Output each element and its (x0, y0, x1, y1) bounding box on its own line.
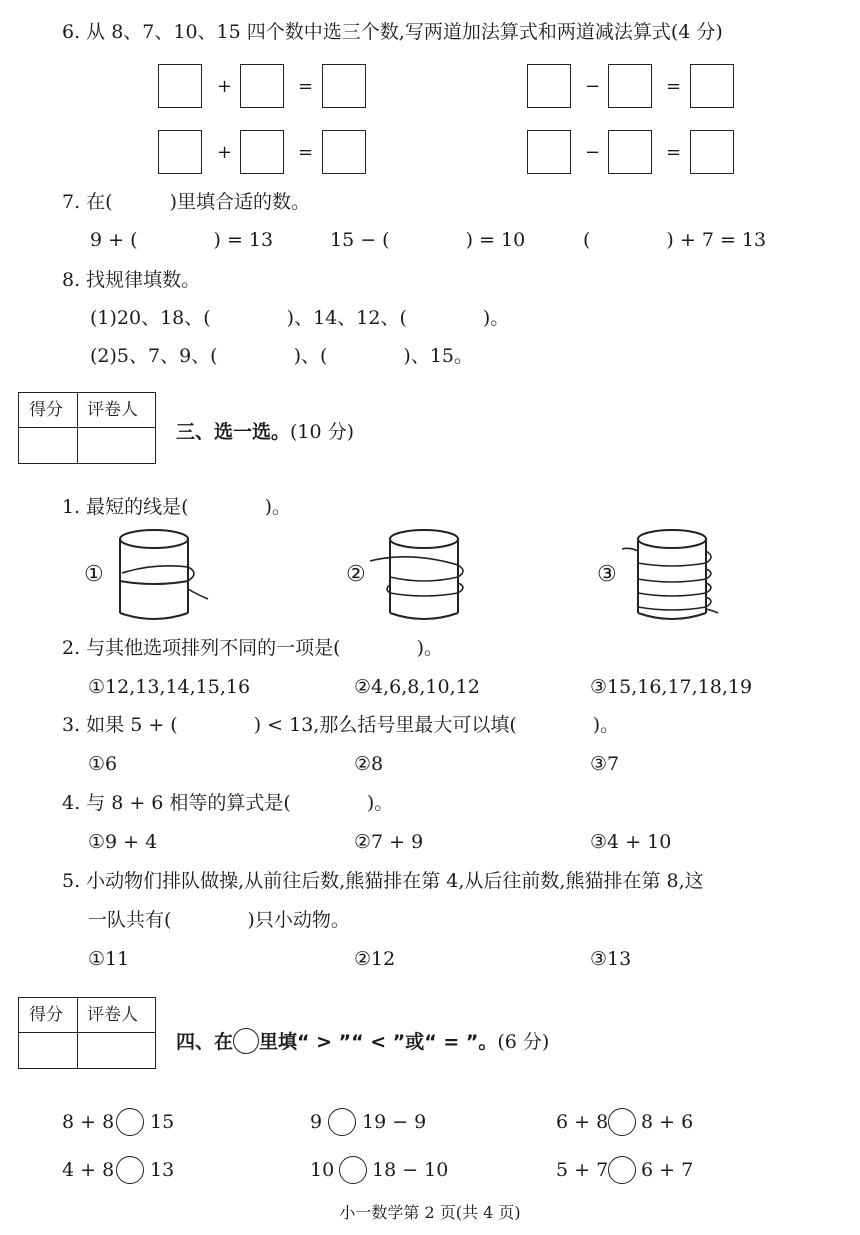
s3q5-option-1: ①11 (88, 948, 130, 970)
compare-left: 4 + 8 (62, 1159, 115, 1181)
compare-right: 18 − 10 (372, 1159, 449, 1181)
option-1-label: ① (84, 562, 104, 587)
section-3-heading (176, 417, 354, 444)
s3q4-option-1: ①9 + 4 (88, 831, 158, 853)
cylinder-2-image (370, 527, 480, 627)
compare-circle[interactable] (608, 1108, 636, 1136)
s3q3-option-2: ②8 (354, 753, 384, 775)
cylinder-1-image (108, 527, 218, 627)
s3q5-option-3: ③13 (590, 948, 632, 970)
q8-sequence-a: (1)20、18、( )、14、12、( )。 (90, 307, 510, 329)
plus-sign: + (217, 76, 233, 97)
answer-box[interactable] (527, 130, 571, 174)
compare-circle[interactable] (116, 1156, 144, 1184)
answer-box[interactable] (608, 64, 652, 108)
section-3-title: 三、选一选。 (176, 421, 291, 443)
q6-text: 6. 从 8、7、10、15 四个数中选三个数,写两道加法算式和两道减法算式(4 分) (62, 21, 723, 43)
answer-box[interactable] (322, 64, 366, 108)
page-footer: 小一数学第 2 页(共 4 页) (339, 1203, 521, 1222)
compare-right: 6 + 7 (641, 1159, 694, 1181)
option-3-label: ③ (597, 562, 617, 587)
s3q2-option-3: ③15,16,17,18,19 (590, 676, 753, 698)
answer-box[interactable] (527, 64, 571, 108)
q8-sequence-b: (2)5、7、9、( )、( )、15。 (90, 345, 474, 367)
equals-sign: = (298, 142, 314, 163)
s3q2-text: 2. 与其他选项排列不同的一项是( )。 (62, 637, 443, 659)
compare-left: 10 (310, 1159, 335, 1181)
answer-box[interactable] (158, 130, 202, 174)
s3q4-option-2: ②7 + 9 (354, 831, 424, 853)
answer-box[interactable] (240, 130, 284, 174)
compare-circle[interactable] (608, 1156, 636, 1184)
grader-label: 评卷人 (87, 400, 138, 420)
compare-right: 19 − 9 (362, 1111, 427, 1133)
q7-equation-c: ( ) + 7 = 13 (583, 229, 767, 251)
score-table (18, 997, 156, 1069)
section-4-title-post: 里填“ > ”“ < ”或“ = ”。 (259, 1031, 498, 1053)
minus-sign: − (585, 142, 601, 163)
compare-right: 8 + 6 (641, 1111, 694, 1133)
score-table (18, 392, 156, 464)
s3q3-option-3: ③7 (590, 753, 620, 775)
answer-box[interactable] (608, 130, 652, 174)
minus-sign: − (585, 76, 601, 97)
s3q3-text: 3. 如果 5 + ( ) < 13,那么括号里最大可以填( )。 (62, 714, 620, 736)
answer-box[interactable] (690, 64, 734, 108)
s3q2-option-1: ①12,13,14,15,16 (88, 676, 251, 698)
compare-left: 9 (310, 1111, 323, 1133)
cylinder-3-image (622, 527, 732, 627)
answer-box[interactable] (690, 130, 734, 174)
compare-circle[interactable] (339, 1156, 367, 1184)
q8-title: 8. 找规律填数。 (62, 269, 201, 291)
option-2-label: ② (346, 562, 366, 587)
section-4-score: (6 分) (497, 1031, 550, 1053)
section-3-score: (10 分) (290, 421, 355, 443)
compare-circle[interactable] (116, 1108, 144, 1136)
equals-sign: = (298, 76, 314, 97)
compare-right: 15 (150, 1111, 175, 1133)
compare-left: 5 + 7 (556, 1159, 609, 1181)
section-4-title-pre: 四、在 (176, 1031, 234, 1053)
compare-circle[interactable] (328, 1108, 356, 1136)
answer-box[interactable] (322, 130, 366, 174)
score-label: 得分 (29, 400, 63, 420)
compare-left: 8 + 8 (62, 1111, 115, 1133)
s3q5-option-2: ②12 (354, 948, 396, 970)
s3q3-option-1: ①6 (88, 753, 118, 775)
equals-sign: = (666, 76, 682, 97)
s3q4-option-3: ③4 + 10 (590, 831, 672, 853)
s3q5-text-line-1: 5. 小动物们排队做操,从前往后数,熊猫排在第 4,从后往前数,熊猫排在第 8,这 (62, 870, 704, 892)
plus-sign: + (217, 142, 233, 163)
compare-left: 6 + 8 (556, 1111, 609, 1133)
compare-right: 13 (150, 1159, 175, 1181)
q7-equation-a: 9 + ( ) = 13 (90, 229, 274, 251)
s3q5-text-line-2: 一队共有( )只小动物。 (88, 909, 350, 931)
circle-icon (233, 1028, 259, 1054)
s3q2-option-2: ②4,6,8,10,12 (354, 676, 480, 698)
s3q4-text: 4. 与 8 + 6 相等的算式是( )。 (62, 792, 394, 814)
grader-label: 评卷人 (87, 1005, 138, 1025)
section-4-heading (176, 1027, 549, 1054)
score-label: 得分 (29, 1005, 63, 1025)
q7-equation-b: 15 − ( ) = 10 (330, 229, 526, 251)
s3q1-text: 1. 最短的线是( )。 (62, 496, 291, 518)
q7-title: 7. 在( )里填合适的数。 (62, 191, 310, 213)
equals-sign: = (666, 142, 682, 163)
answer-box[interactable] (240, 64, 284, 108)
answer-box[interactable] (158, 64, 202, 108)
